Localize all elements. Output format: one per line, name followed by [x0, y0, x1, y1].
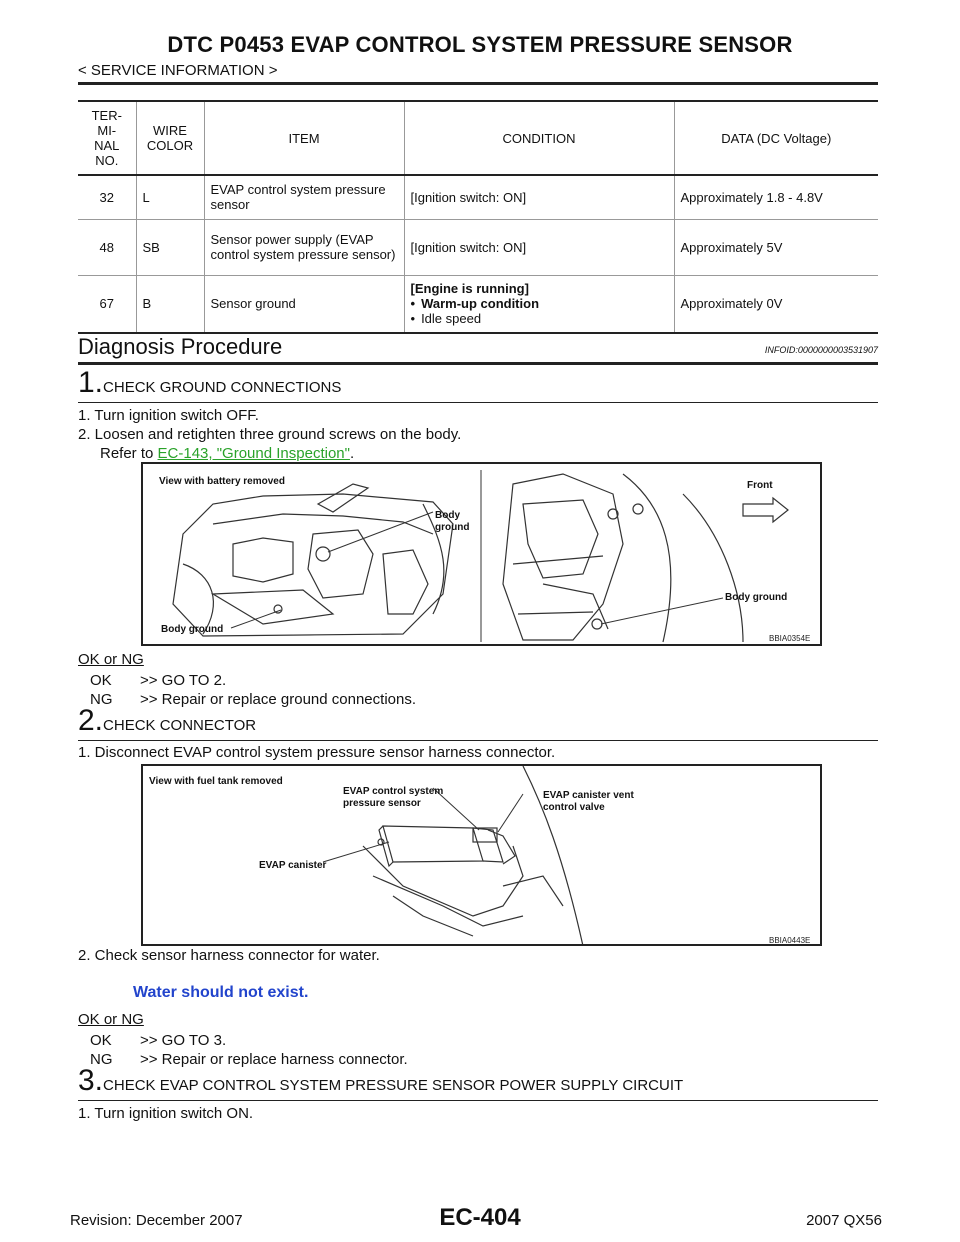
ok-or-ng-label: OK or NG	[78, 651, 144, 668]
footer-model: 2007 QX56	[806, 1212, 882, 1229]
step-1-line-1: 1. Turn ignition switch OFF.	[78, 407, 259, 424]
step-3-line-1: 1. Turn ignition switch ON.	[78, 1105, 254, 1122]
table-row	[78, 219, 878, 275]
terminal-cell: 67	[78, 275, 136, 333]
ground-inspection-link[interactable]: EC-143, "Ground Inspection"	[157, 445, 350, 462]
step-rule	[78, 740, 878, 741]
connector-figure	[141, 764, 822, 946]
front-label: Front	[747, 480, 773, 491]
item-cell: Sensor ground	[204, 275, 404, 333]
ground-connections-figure	[141, 462, 822, 646]
step-title: CHECK EVAP CONTROL SYSTEM PRESSURE SENSOR POWER SUPPLY CIRCUIT	[103, 1077, 684, 1094]
step-title: CHECK CONNECTOR	[103, 717, 257, 734]
ng-text: >> Repair or replace harness connector.	[140, 1051, 408, 1068]
footer-page-number: EC-404	[439, 1204, 521, 1231]
ok-text: >> GO TO 3.	[140, 1032, 227, 1049]
table-row	[78, 175, 878, 219]
step-1-line-2: 2. Loosen and retighten three ground screws on the body.	[78, 426, 462, 443]
terminal-table	[78, 100, 878, 334]
step-title: CHECK GROUND CONNECTIONS	[103, 379, 342, 396]
step-rule	[78, 402, 878, 403]
body-ground-label: Body ground	[725, 592, 788, 603]
figure-code: BBIA0354E	[769, 634, 811, 643]
ng-key: NG	[90, 1051, 113, 1068]
item-cell: Sensor power supply (EVAP control system pressure sensor)	[204, 219, 404, 275]
ok-key: OK	[90, 672, 112, 689]
refer-prefix: Refer to	[100, 445, 158, 462]
condition-cell	[404, 275, 674, 333]
step-number: 3.	[78, 1064, 104, 1097]
item-cell: EVAP control system pressure sensor	[204, 175, 404, 219]
step-2-heading	[78, 704, 256, 738]
data-cell: Approximately 0V	[680, 296, 783, 312]
table-header-row	[78, 101, 878, 175]
col-data-header: DATA (DC Voltage)	[721, 130, 832, 146]
vent-valve-label: EVAP canister vent control valve	[543, 790, 634, 813]
col-item-header: ITEM	[204, 101, 404, 175]
view-label: View with battery removed	[159, 476, 285, 487]
condition-cell: [Ignition switch: ON]	[404, 219, 674, 275]
step-2-line-1: 1. Disconnect EVAP control system pressure sensor harness connector.	[78, 744, 556, 761]
step-2-line-2: 2. Check sensor harness connector for water.	[78, 947, 380, 964]
step-number: 2.	[78, 704, 104, 737]
section-tag: < SERVICE INFORMATION >	[78, 62, 278, 79]
condition-bullet: • Warm-up condition	[411, 296, 668, 311]
wire-color-cell: SB	[136, 219, 204, 275]
water-note: Water should not exist.	[133, 984, 309, 1001]
view-label: View with fuel tank removed	[149, 776, 283, 787]
connector-figure-drawing	[143, 766, 822, 946]
refer-suffix: .	[349, 445, 355, 462]
step-3-heading	[78, 1064, 683, 1098]
ok-or-ng-label: OK or NG	[78, 1011, 144, 1028]
body-ground-label: Body ground	[435, 510, 470, 533]
table-row	[78, 275, 878, 333]
ok-text: >> GO TO 2.	[140, 672, 227, 689]
header-rule	[78, 82, 878, 85]
step-rule	[78, 1100, 878, 1101]
col-terminal-header: TER- MI- NAL NO.	[78, 101, 136, 175]
col-condition-header: CONDITION	[404, 101, 674, 175]
canister-label: EVAP canister	[259, 860, 327, 871]
info-id: INFOID:0000000003531907	[764, 345, 878, 355]
figure-code: BBIA0443E	[769, 936, 811, 945]
terminal-cell: 32	[78, 175, 136, 219]
ng-key: NG	[90, 691, 113, 708]
pressure-sensor-label: EVAP control system pressure sensor	[343, 786, 444, 809]
condition-title: [Engine is running]	[410, 281, 529, 297]
wire-color-cell: B	[136, 275, 204, 333]
ok-result	[90, 1032, 226, 1049]
condition-bullet: • Idle speed	[411, 311, 668, 326]
page-title: DTC P0453 EVAP CONTROL SYSTEM PRESSURE SENSOR	[167, 32, 793, 57]
condition-cell: [Ignition switch: ON]	[404, 175, 674, 219]
data-cell: Approximately 1.8 - 4.8V	[680, 189, 823, 205]
step-number: 1.	[78, 366, 104, 399]
diagnosis-rule	[78, 362, 878, 365]
footer-revision: Revision: December 2007	[70, 1212, 243, 1229]
ng-text: >> Repair or replace ground connections.	[140, 691, 417, 708]
body-ground-label: Body ground	[161, 624, 224, 635]
ground-figure-drawing	[143, 464, 822, 646]
data-cell: Approximately 5V	[680, 239, 783, 255]
ok-key: OK	[90, 1032, 112, 1049]
step-1-refer	[100, 444, 354, 463]
diagnosis-title: Diagnosis Procedure	[78, 334, 283, 359]
ok-result	[90, 672, 226, 689]
terminal-cell: 48	[78, 219, 136, 275]
wire-color-cell: L	[136, 175, 204, 219]
col-wire-header: WIRE COLOR	[136, 101, 204, 175]
step-1-heading	[78, 366, 341, 400]
